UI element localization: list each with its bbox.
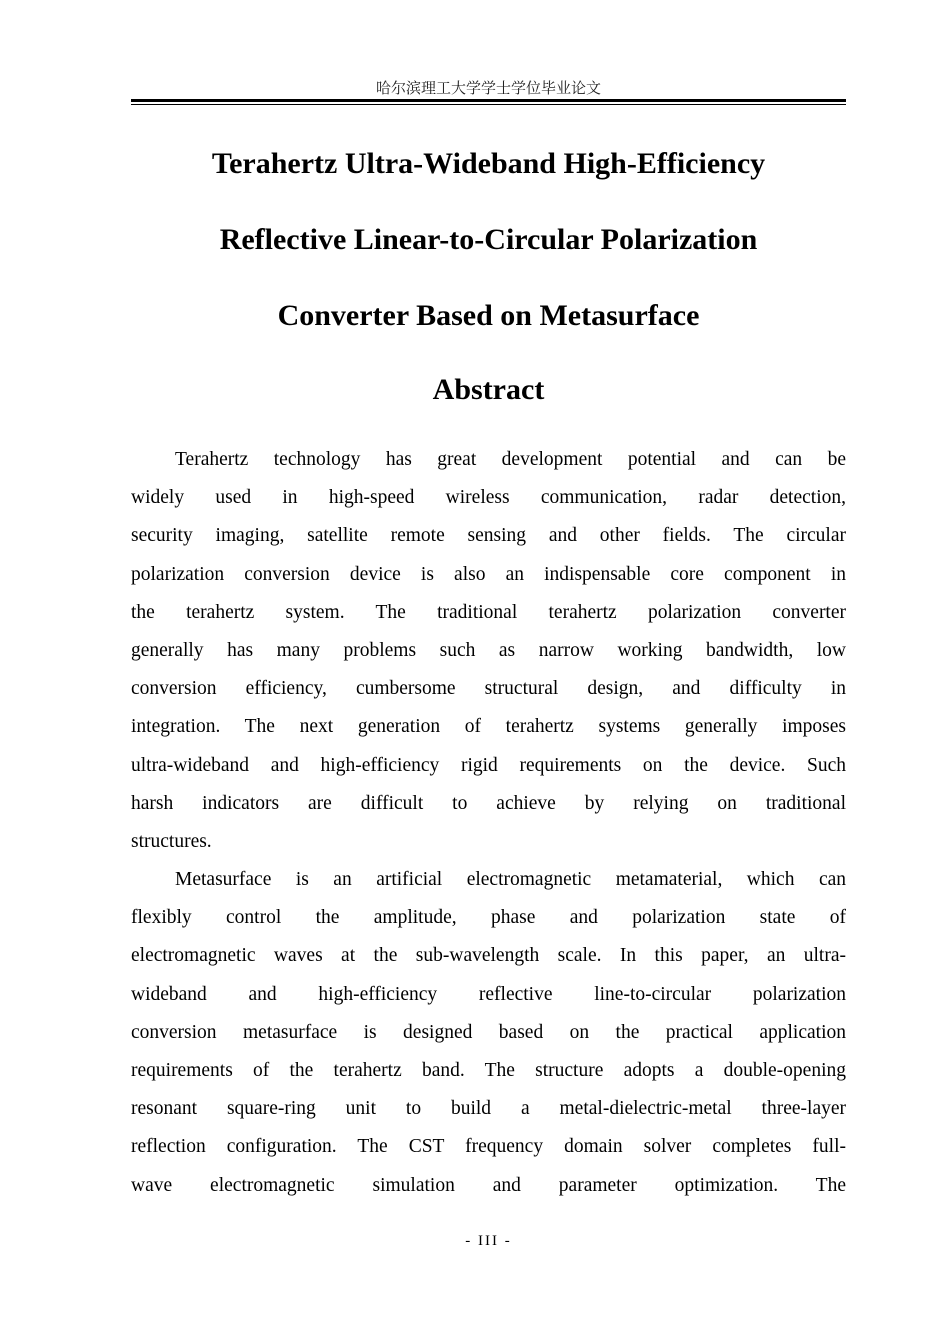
- text-line: security imaging, satellite remote sensing and other fields. The circular: [131, 525, 846, 547]
- running-header: 哈尔滨理工大学学士学位毕业论文: [375, 79, 601, 97]
- text-line: resonant square-ring unit to build a metal-dielectric-metal three-layer: [131, 1098, 846, 1120]
- thesis-title: [131, 126, 846, 354]
- text-line: Metasurface is an artificial electromagnetic metamaterial, which can: [175, 869, 846, 891]
- text-line: wideband and high-efficiency reflective line-to-circular polarization: [131, 983, 846, 1005]
- page-number: - III -: [465, 1233, 512, 1249]
- text-line: harsh indicators are difficult to achieve by relying on traditional: [131, 792, 846, 814]
- abstract-body: [131, 441, 846, 1205]
- text-line: ultra-wideband and high-efficiency rigid requirements on the device. Such: [131, 754, 846, 776]
- header-rule-thin: [131, 104, 846, 105]
- title-line: Converter Based on Metasurface: [277, 299, 700, 332]
- text-line: structures.: [131, 830, 212, 852]
- abstract-paragraph: [131, 861, 846, 1205]
- text-line: integration. The next generation of terahertz systems generally imposes: [131, 716, 846, 738]
- title-line: Terahertz Ultra-Wideband High-Efficiency: [211, 147, 766, 180]
- title-line: Reflective Linear-to-Circular Polarization: [219, 223, 758, 256]
- text-line: conversion metasurface is designed based on the practical application: [131, 1021, 846, 1043]
- abstract-paragraph: [131, 441, 846, 861]
- text-line: widely used in high-speed wireless communication, radar detection,: [131, 487, 846, 509]
- text-line: electromagnetic waves at the sub-wavelength scale. In this paper, an ultra-: [131, 945, 846, 967]
- text-line: flexibly control the amplitude, phase and polarization state of: [131, 907, 846, 929]
- text-line: the terahertz system. The traditional terahertz polarization converter: [131, 601, 846, 623]
- text-line: conversion efficiency, cumbersome structural design, and difficulty in: [131, 678, 846, 700]
- abstract-heading: Abstract: [432, 373, 545, 406]
- text-line: Terahertz technology has great development potential and can be: [175, 449, 846, 470]
- header-rule-thick: [131, 99, 846, 102]
- text-line: generally has many problems such as narrow working bandwidth, low: [131, 639, 846, 661]
- text-line: wave electromagnetic simulation and parameter optimization. The: [131, 1174, 846, 1196]
- text-line: polarization conversion device is also an indispensable core component in: [131, 563, 846, 585]
- text-line: requirements of the terahertz band. The structure adopts a double-opening: [131, 1060, 846, 1081]
- text-line: reflection configuration. The CST frequency domain solver completes full-: [131, 1136, 846, 1158]
